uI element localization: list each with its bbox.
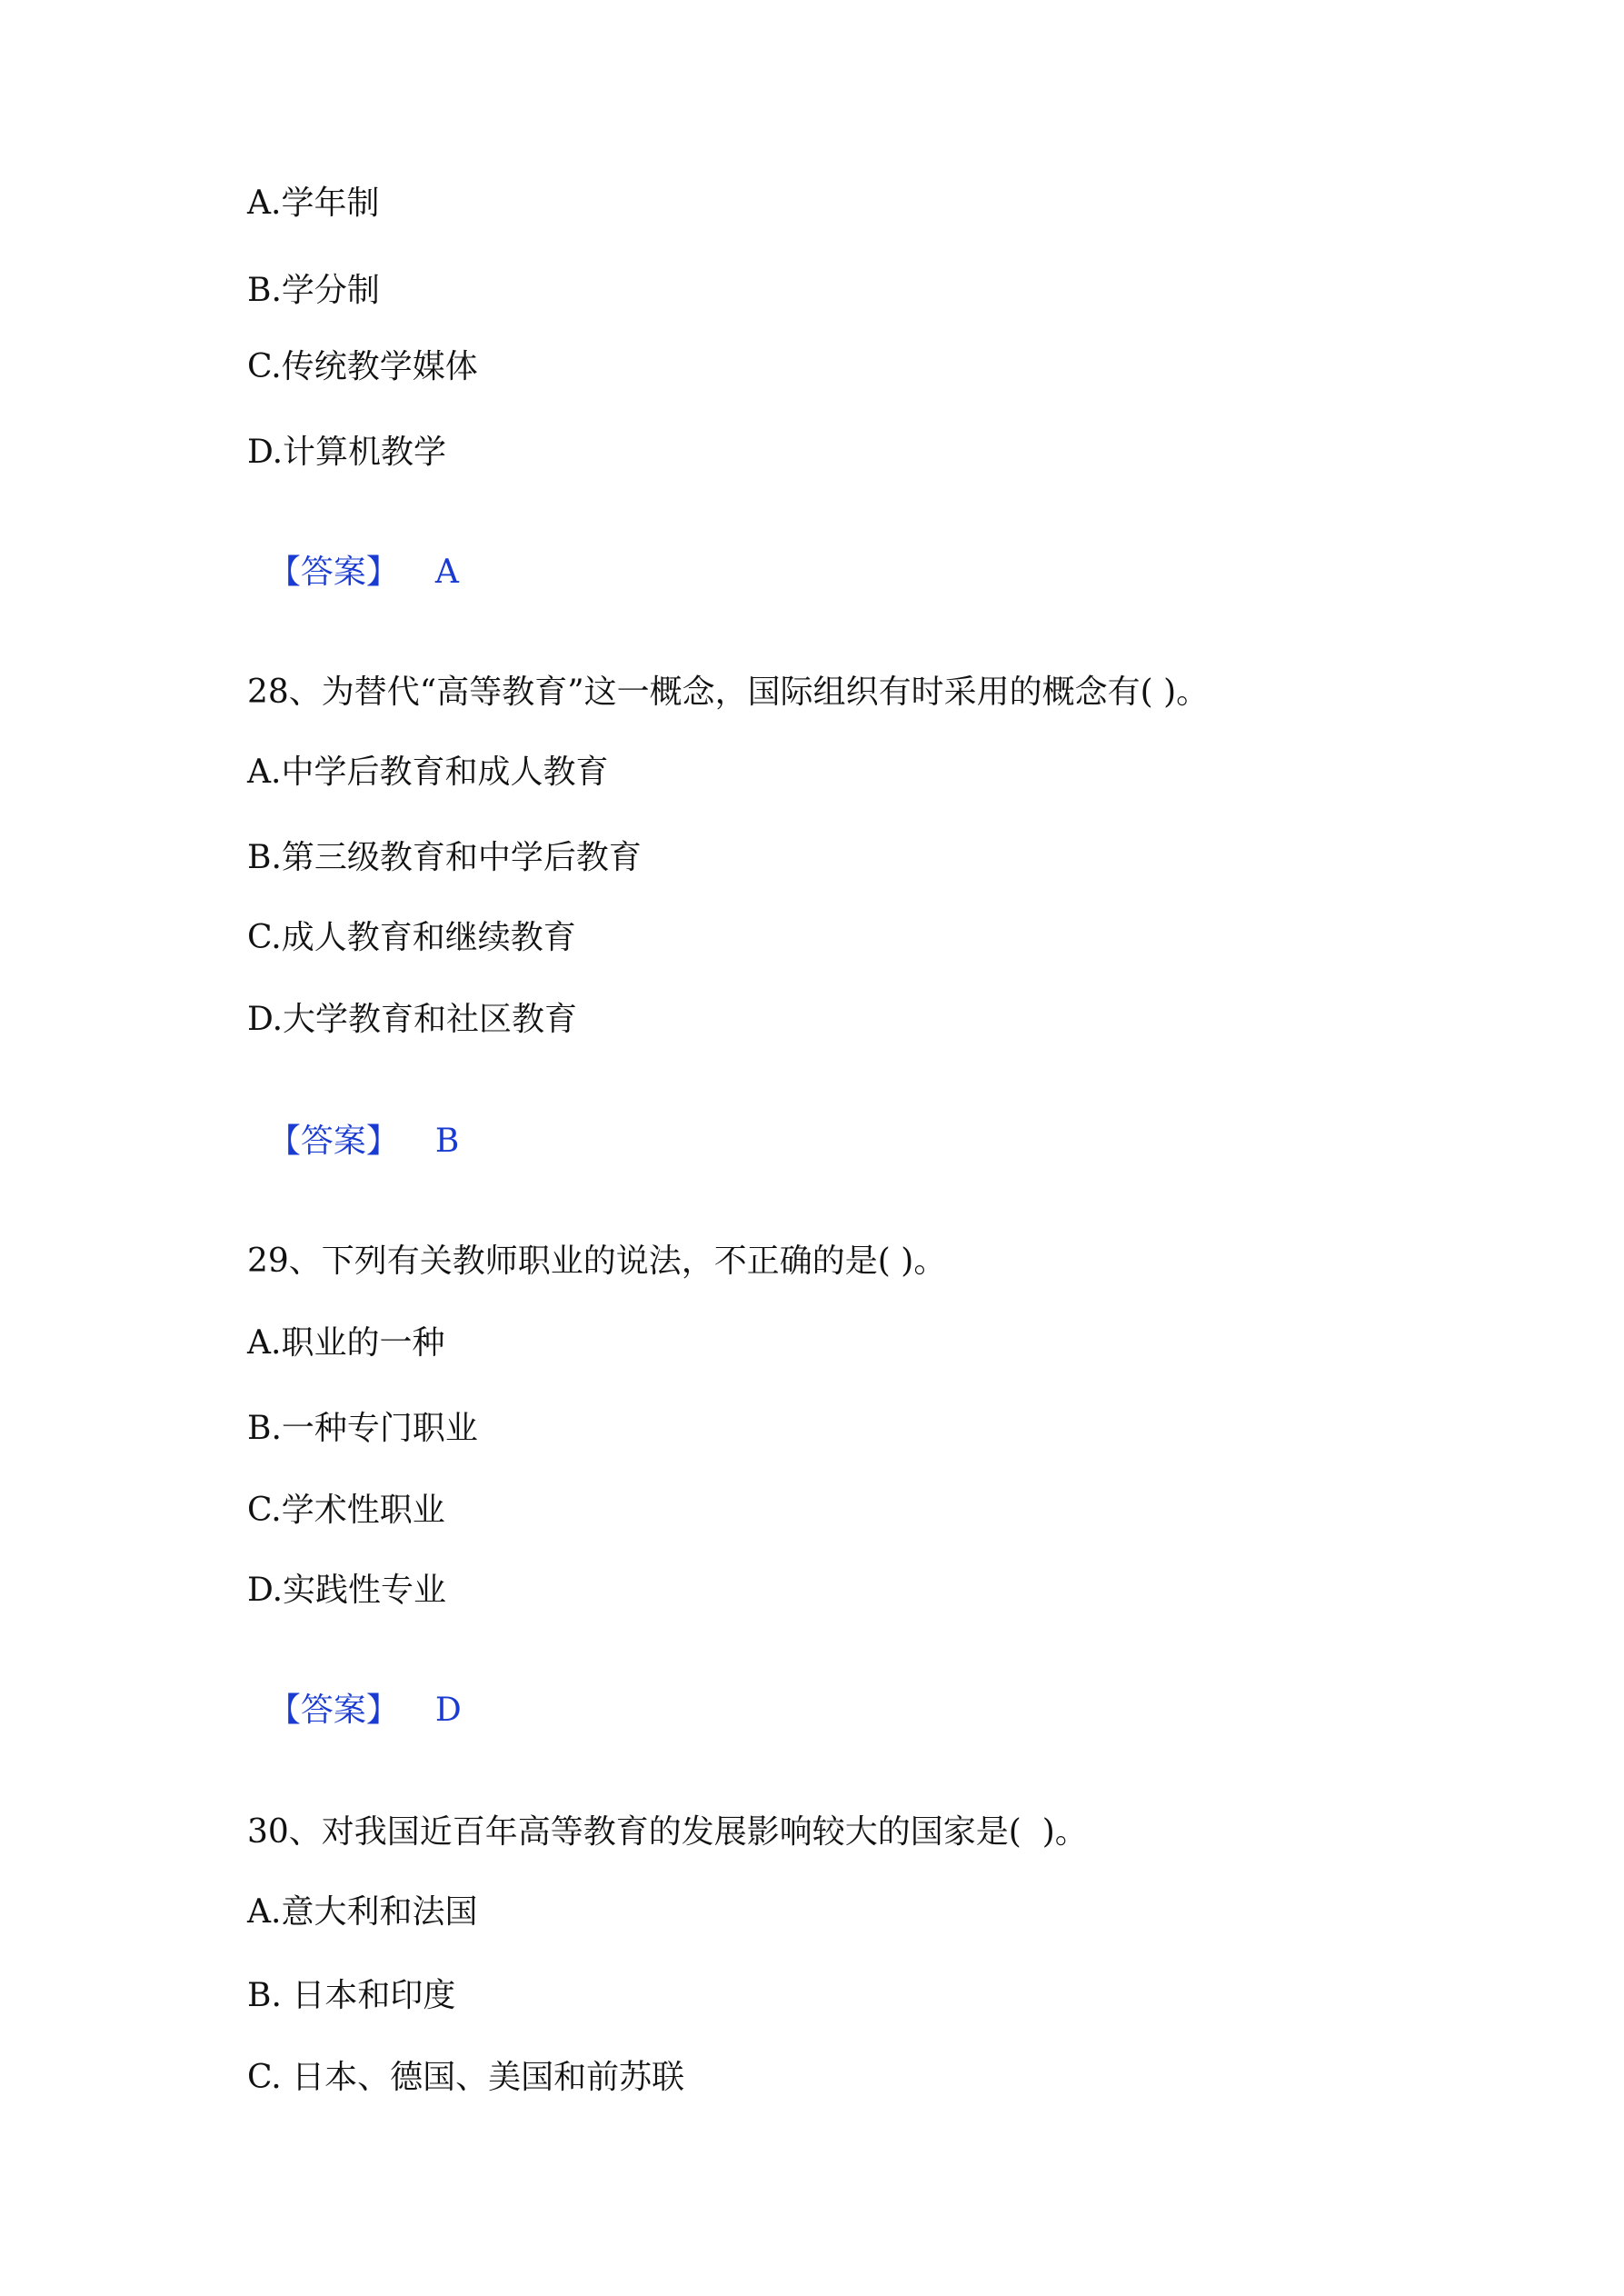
option-b: B.一种专门职业: [247, 1410, 478, 1447]
answer-value: D: [434, 1692, 462, 1729]
option-d: D.计算机教学: [247, 434, 447, 471]
option-a: A.学年制: [247, 185, 380, 222]
option-b: B.学分制: [247, 272, 380, 309]
option-a: A.职业的一种: [247, 1324, 445, 1362]
answer-line-28: [247, 1082, 459, 1162]
option-c: C.成人教育和继续教育: [247, 919, 576, 956]
option-c: C. 日本、德国、美国和前苏联: [247, 2059, 685, 2096]
answer-value: B: [434, 1123, 460, 1160]
option-a: A.中学后教育和成人教育: [247, 754, 609, 791]
option-d: D.大学教育和社区教育: [247, 1001, 578, 1038]
option-b: B.第三级教育和中学后教育: [247, 839, 642, 876]
answer-label: 【答案】: [267, 554, 399, 591]
answer-line-29: [247, 1651, 462, 1731]
option-b: B. 日本和印度: [247, 1977, 456, 2014]
answer-label: 【答案】: [267, 1692, 399, 1729]
option-a: A.意大利和法国: [247, 1893, 478, 1931]
option-c: C.传统教学媒体: [247, 348, 478, 385]
answer-line-27: [247, 513, 459, 593]
answer-label: 【答案】: [267, 1123, 399, 1160]
answer-value: A: [434, 554, 459, 591]
option-d: D.实践性专业: [247, 1572, 447, 1609]
question-29: 29、下列有关教师职业的说法，不正确的是( )。: [247, 1243, 947, 1280]
option-c: C.学术性职业: [247, 1492, 445, 1529]
question-28: 28、为替代“高等教育”这一概念，国际组织有时采用的概念有( )。: [247, 674, 1210, 711]
question-30: 30、对我国近百年高等教育的发展影响较大的国家是( )。: [247, 1813, 1088, 1851]
